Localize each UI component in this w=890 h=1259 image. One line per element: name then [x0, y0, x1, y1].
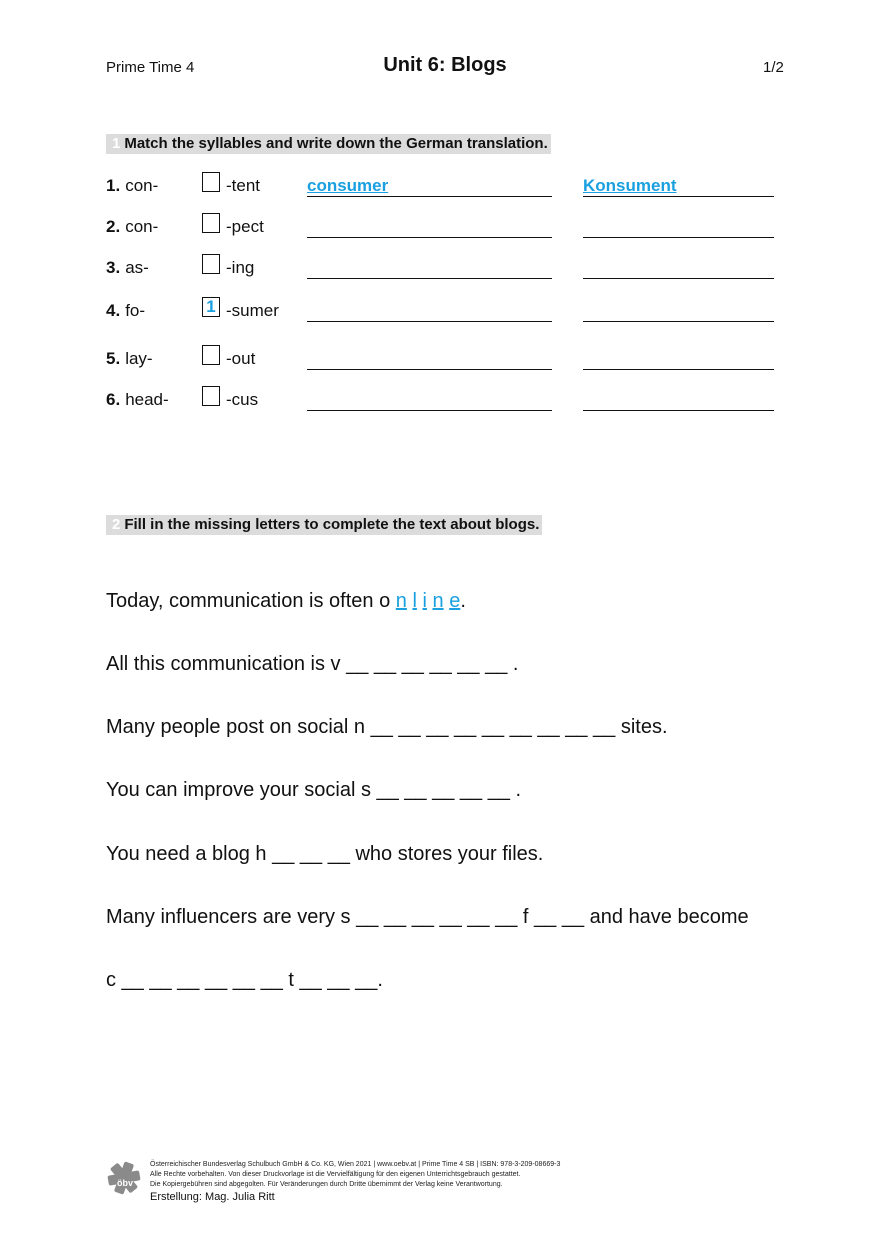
- task2-number: 2: [112, 516, 121, 533]
- english-answer: consumer: [307, 176, 389, 195]
- english-answer-line[interactable]: [307, 369, 552, 370]
- row-prefix: fo-: [125, 301, 146, 320]
- book-title: Prime Time 4: [106, 59, 195, 76]
- english-answer-line[interactable]: [307, 196, 552, 197]
- task1-instruction: Match the syllables and write down the German translation.: [124, 135, 548, 152]
- german-answer-line[interactable]: [583, 410, 774, 411]
- row-index: 5.: [106, 349, 121, 368]
- match-row: [0, 254, 890, 284]
- match-checkbox[interactable]: [202, 386, 220, 406]
- logo-text: öbv: [116, 1178, 134, 1188]
- match-checkbox[interactable]: [202, 254, 220, 274]
- german-answer-line[interactable]: [583, 369, 774, 370]
- match-row: [0, 345, 890, 375]
- sentence-7[interactable]: c __ __ __ __ __ __ t __ __ __.: [106, 969, 383, 991]
- match-checkbox[interactable]: 1: [202, 297, 220, 317]
- sentence-6[interactable]: Many influencers are very s __ __ __ __ __ __ f __ __ and have become: [106, 906, 749, 928]
- row-index: 1.: [106, 176, 121, 195]
- row-index: 3.: [106, 258, 121, 277]
- row-suffix: -ing: [226, 258, 255, 277]
- row-label: [106, 390, 169, 410]
- match-row: [0, 213, 890, 243]
- filled-letter[interactable]: e: [449, 590, 461, 612]
- english-answer-line[interactable]: [307, 321, 552, 322]
- row-index: 2.: [106, 217, 121, 236]
- sentence-1-end: .: [460, 590, 466, 612]
- german-answer-line[interactable]: [583, 237, 774, 238]
- footer-copyright: Österreichischer Bundesverlag Schulbuch GmbH & Co. KG, Wien 2021 | www.oebv.at | Prime Time 4 SB | ISBN: 978-3-209-08669-3: [150, 1161, 561, 1168]
- footer-rights: Alle Rechte vorbehalten. Von dieser Druckvorlage ist die Vervielfältigung für den eigenen Unterrichtsgebrauch gestattet.: [150, 1171, 521, 1178]
- row-prefix: lay-: [125, 349, 153, 368]
- row-label: [106, 258, 149, 278]
- row-prefix: con-: [125, 217, 159, 236]
- page-number: 1/2: [763, 59, 784, 76]
- german-answer: Konsument: [583, 176, 677, 195]
- sentence-2[interactable]: All this communication is v __ __ __ __ __ __ .: [106, 653, 519, 675]
- english-answer-line[interactable]: [307, 410, 552, 411]
- german-answer-line[interactable]: [583, 278, 774, 279]
- match-row: [0, 386, 890, 416]
- row-suffix: -sumer: [226, 301, 279, 320]
- german-answer-line[interactable]: [583, 321, 774, 322]
- row-label: [106, 176, 158, 196]
- row-suffix: -pect: [226, 217, 264, 236]
- filled-letter[interactable]: l: [412, 590, 417, 612]
- task1-number: 1: [112, 135, 121, 152]
- english-answer-line[interactable]: [307, 278, 552, 279]
- footer-fees: Die Kopiergebühren sind abgegolten. Für Veränderungen durch Dritte übernimmt der Verlag keine Verantwortung.: [150, 1181, 503, 1188]
- row-prefix: as-: [125, 258, 149, 277]
- publisher-logo: [106, 1160, 142, 1196]
- sentence-5[interactable]: You need a blog h __ __ __ who stores your files.: [106, 843, 544, 865]
- row-prefix: head-: [125, 390, 169, 409]
- task2-instruction: Fill in the missing letters to complete the text about blogs.: [124, 516, 540, 533]
- filled-letter[interactable]: n: [395, 590, 407, 612]
- english-answer-line[interactable]: [307, 237, 552, 238]
- match-checkbox[interactable]: [202, 345, 220, 365]
- match-checkbox[interactable]: [202, 213, 220, 233]
- row-index: 4.: [106, 301, 121, 320]
- match-row: [0, 172, 890, 202]
- row-prefix: con-: [125, 176, 159, 195]
- sentence-1: [106, 590, 466, 613]
- row-label: [106, 301, 145, 321]
- sentence-4[interactable]: You can improve your social s __ __ __ __ __ .: [106, 779, 522, 801]
- footer-author: Erstellung: Mag. Julia Ritt: [150, 1191, 275, 1203]
- task2-heading: [106, 515, 542, 535]
- task1-heading: [106, 134, 551, 154]
- row-label: [106, 217, 158, 237]
- german-answer-line[interactable]: [583, 196, 774, 197]
- filled-letter[interactable]: n: [432, 590, 444, 612]
- filled-letter[interactable]: i: [422, 590, 427, 612]
- page-title: Unit 6: Blogs: [383, 54, 507, 76]
- sentence-3[interactable]: Many people post on social n __ __ __ __ __ __ __ __ __ sites.: [106, 716, 668, 738]
- row-suffix: -out: [226, 349, 256, 368]
- match-checkbox[interactable]: [202, 172, 220, 192]
- row-suffix: -tent: [226, 176, 261, 195]
- row-label: [106, 349, 153, 369]
- match-row: [0, 297, 890, 327]
- oebv-logo-icon: [106, 1160, 142, 1196]
- row-suffix: -cus: [226, 390, 259, 409]
- row-index: 6.: [106, 390, 121, 409]
- sentence-1-text: Today, communication is often o: [106, 590, 396, 612]
